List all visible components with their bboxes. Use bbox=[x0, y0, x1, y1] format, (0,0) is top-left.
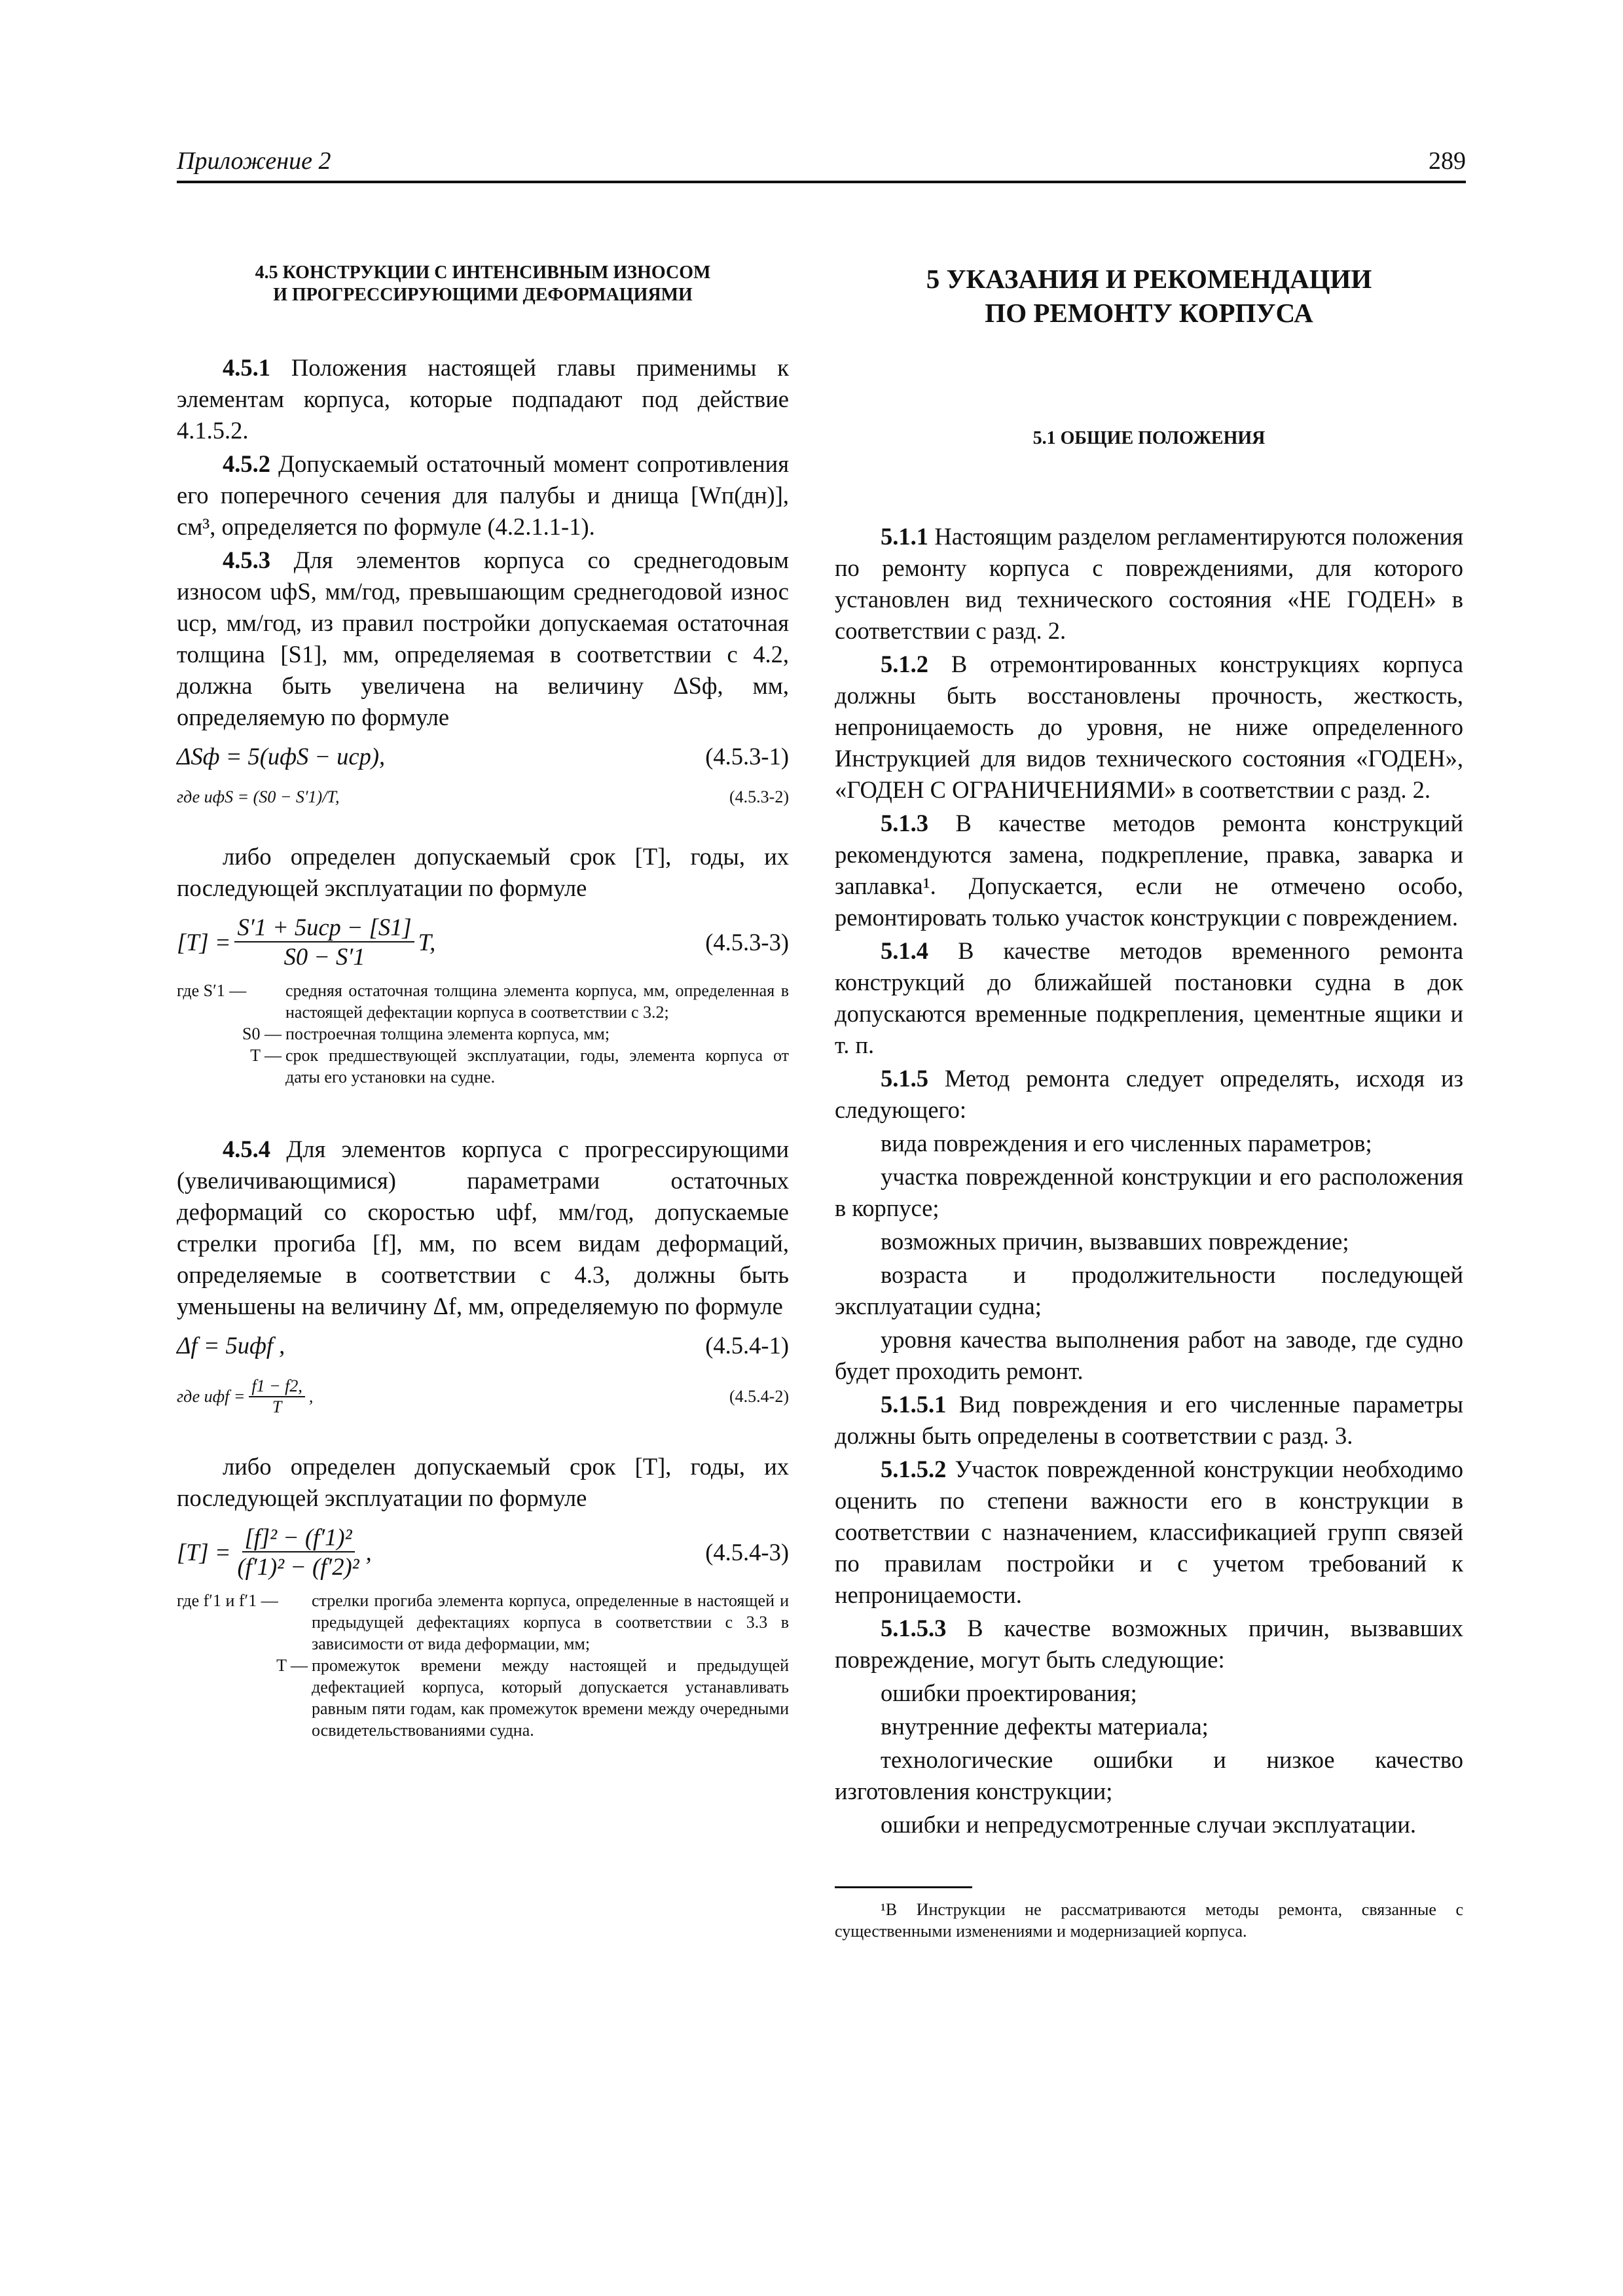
footnote-divider bbox=[835, 1886, 972, 1888]
paragraph-4-5-1: 4.5.1 Положения настоящей главы применимы к элементам корпуса, которые подпадают под действие 4.1.5.2. bbox=[177, 354, 789, 444]
list-item: ошибки проектирования; bbox=[881, 1679, 1137, 1706]
formula-4-5-4-2: где uфf = $\frac{f1 - f2,}{T}$ , (4.5.4-2) bbox=[177, 1376, 789, 1416]
where-item: T — срок предшествующей эксплуатации, годы, элемента корпуса от даты его установки на судне. bbox=[250, 1046, 789, 1086]
where-list-1 bbox=[177, 980, 789, 1088]
paragraph-5-1-5-1: 5.1.5.1 Вид повреждения и его численные параметры должны быть определены в соответствии с разд. 3. bbox=[835, 1391, 1463, 1449]
paragraph-5-1-5-2: 5.1.5.2 Участок поврежденной конструкции необходимо оценить по степени важности его в конструкции в соответствии с назначением, классификацией групп связей по правилам постройки и с учетом требований к непроницаемости. bbox=[835, 1456, 1463, 1608]
list-item: внутренние дефекты материала; bbox=[881, 1713, 1209, 1740]
list-item: технологические ошибки и низкое качество изготовления конструкции; bbox=[835, 1746, 1463, 1804]
right-column bbox=[835, 262, 1463, 1942]
formula-4-5-4-3: [T] = $\frac{\text{[f]² − (f′1)²}}{\text{(f′1)² − (f′2)²}}$ , (4.5.4-3) bbox=[177, 1524, 789, 1580]
list-item: возможных причин, вызвавших повреждение; bbox=[881, 1228, 1349, 1255]
section-4-5-title: 4.5 КОНСТРУКЦИИ С ИНТЕНСИВНЫМ ИЗНОСОМ И ПРОГРЕССИРУЮЩИМИ ДЕФОРМАЦИЯМИ bbox=[255, 262, 711, 305]
paragraph-5-1-3: 5.1.3 В качестве методов ремонта конструкций рекомендуются замена, подкрепление, правка, заварка и заплавка¹. Допускается, если не отмечено особо, ремонтировать только участок конструкции с повреждением. bbox=[835, 810, 1463, 931]
paragraph-5-1-1: 5.1.1 Настоящим разделом регламентируются положения по ремонту корпуса с повреждениями, для которого установлен вид технического состояния «НЕ ГОДЕН» в соответствии с разд. 2. bbox=[835, 523, 1463, 644]
paragraph-5-1-5-3: 5.1.5.3 В качестве возможных причин, вызвавших повреждение, могут быть следующие: bbox=[835, 1615, 1463, 1673]
header-appendix-label: Приложение 2 bbox=[177, 147, 331, 175]
paragraph-either-1: либо определен допускаемый срок [T], годы, их последующей эксплуатации по формуле bbox=[177, 843, 789, 901]
where-list-2 bbox=[177, 1590, 789, 1741]
paragraph-either-2: либо определен допускаемый срок [T], годы, их последующей эксплуатации по формуле bbox=[177, 1453, 789, 1511]
paragraph-4-5-3: 4.5.3 Для элементов корпуса со среднегодовым износом uфS, мм/год, превышающим среднегодовой износ uср, мм/год, из правил постройки допускаемая остаточная толщина [S1], мм, определяемая в соответствии с 4.2, должна быть увеличена на величину ΔSф, мм, определяемую по формуле bbox=[177, 547, 789, 730]
formula-4-5-3-3: [T] = $\frac{\text{S′1 + 5uср − [S1]}}{S0 - S'1}$ T, (4.5.3-3) bbox=[177, 914, 789, 970]
paragraph-5-1-5: 5.1.5 Метод ремонта следует определять, исходя из следующего: bbox=[835, 1065, 1463, 1123]
where-item: T — промежуток времени между настоящей и предыдущей дефектацией корпуса, который допускается устанавливать равным пяти годам, как промежуток времени между очередными освидетельствованиями судна. bbox=[276, 1656, 789, 1740]
formula-4-5-3-1: ΔSф = 5(uфS − uср), (4.5.3-1) bbox=[177, 743, 789, 770]
list-item: вида повреждения и его численных параметров; bbox=[881, 1130, 1372, 1157]
list-item: ошибки и непредусмотренные случаи эксплуатации. bbox=[881, 1811, 1417, 1838]
running-header bbox=[177, 147, 1466, 183]
where-item: S0 — построечная толщина элемента корпуса, мм; bbox=[242, 1024, 610, 1043]
section-5-1-title: 5.1 ОБЩИЕ ПОЛОЖЕНИЯ bbox=[1032, 428, 1266, 448]
paragraph-5-1-4: 5.1.4 В качестве методов временного ремонта конструкций до ближайшей постановки судна в док допускаются временные подкрепления, цементные ящики и т. п. bbox=[835, 937, 1463, 1058]
paragraph-5-1-2: 5.1.2 В отремонтированных конструкциях корпуса должны быть восстановлены прочность, жесткость, непроницаемость до уровня, не ниже определенного Инструкцией для видов технического состояния «ГОДЕН», «ГОДЕН С ОГРАНИЧЕНИЯМИ» в соответствии с разд. 2. bbox=[835, 651, 1463, 803]
list-item: возраста и продолжительности последующей эксплуатации судна; bbox=[835, 1261, 1463, 1319]
footnote: ¹В Инструкции не рассматриваются методы ремонта, связанные с существенными изменениями и модернизацией корпуса. bbox=[835, 1900, 1463, 1941]
paragraph-4-5-2: 4.5.2 Допускаемый остаточный момент сопротивления его поперечного сечения для палубы и днища [Wп(дн)], см³, определяется по формуле (4.2.1.1-1). bbox=[177, 450, 789, 540]
chapter-5-title: 5 УКАЗАНИЯ И РЕКОМЕНДАЦИИ ПО РЕМОНТУ КОРПУСА bbox=[926, 264, 1372, 328]
paragraph-4-5-4: 4.5.4 Для элементов корпуса с прогрессирующими (увеличивающимися) параметрами остаточных деформаций со скоростью uфf, мм/год, допускаемые стрелки прогиба [f], мм, по всем видам деформаций, определяемые в соответствии с 4.3, должны быть уменьшены на величину Δf, мм, определяемую по формуле bbox=[177, 1136, 789, 1319]
left-column bbox=[177, 262, 789, 1757]
formula-4-5-3-2: где uфS = (S0 − S′1)/T, (4.5.3-2) bbox=[177, 787, 789, 806]
list-item: уровня качества выполнения работ на заводе, где судно будет проходить ремонт. bbox=[835, 1326, 1463, 1384]
list-item: участка поврежденной конструкции и его расположения в корпусе; bbox=[835, 1163, 1463, 1221]
page-number: 289 bbox=[1429, 147, 1466, 175]
where-item: где S′1 — средняя остаточная толщина элемента корпуса, мм, определенная в настоящей дефектации корпуса в соответствии с 3.2; bbox=[177, 981, 789, 1022]
formula-4-5-4-1: Δf = 5uфf , (4.5.4-1) bbox=[177, 1332, 789, 1359]
where-item: где f′1 и f′1 — стрелки прогиба элемента корпуса, определенные в настоящей и предыдущей дефектациях корпуса в соответствии с 3.3 в зависимости от вида деформации, мм; bbox=[177, 1591, 789, 1653]
